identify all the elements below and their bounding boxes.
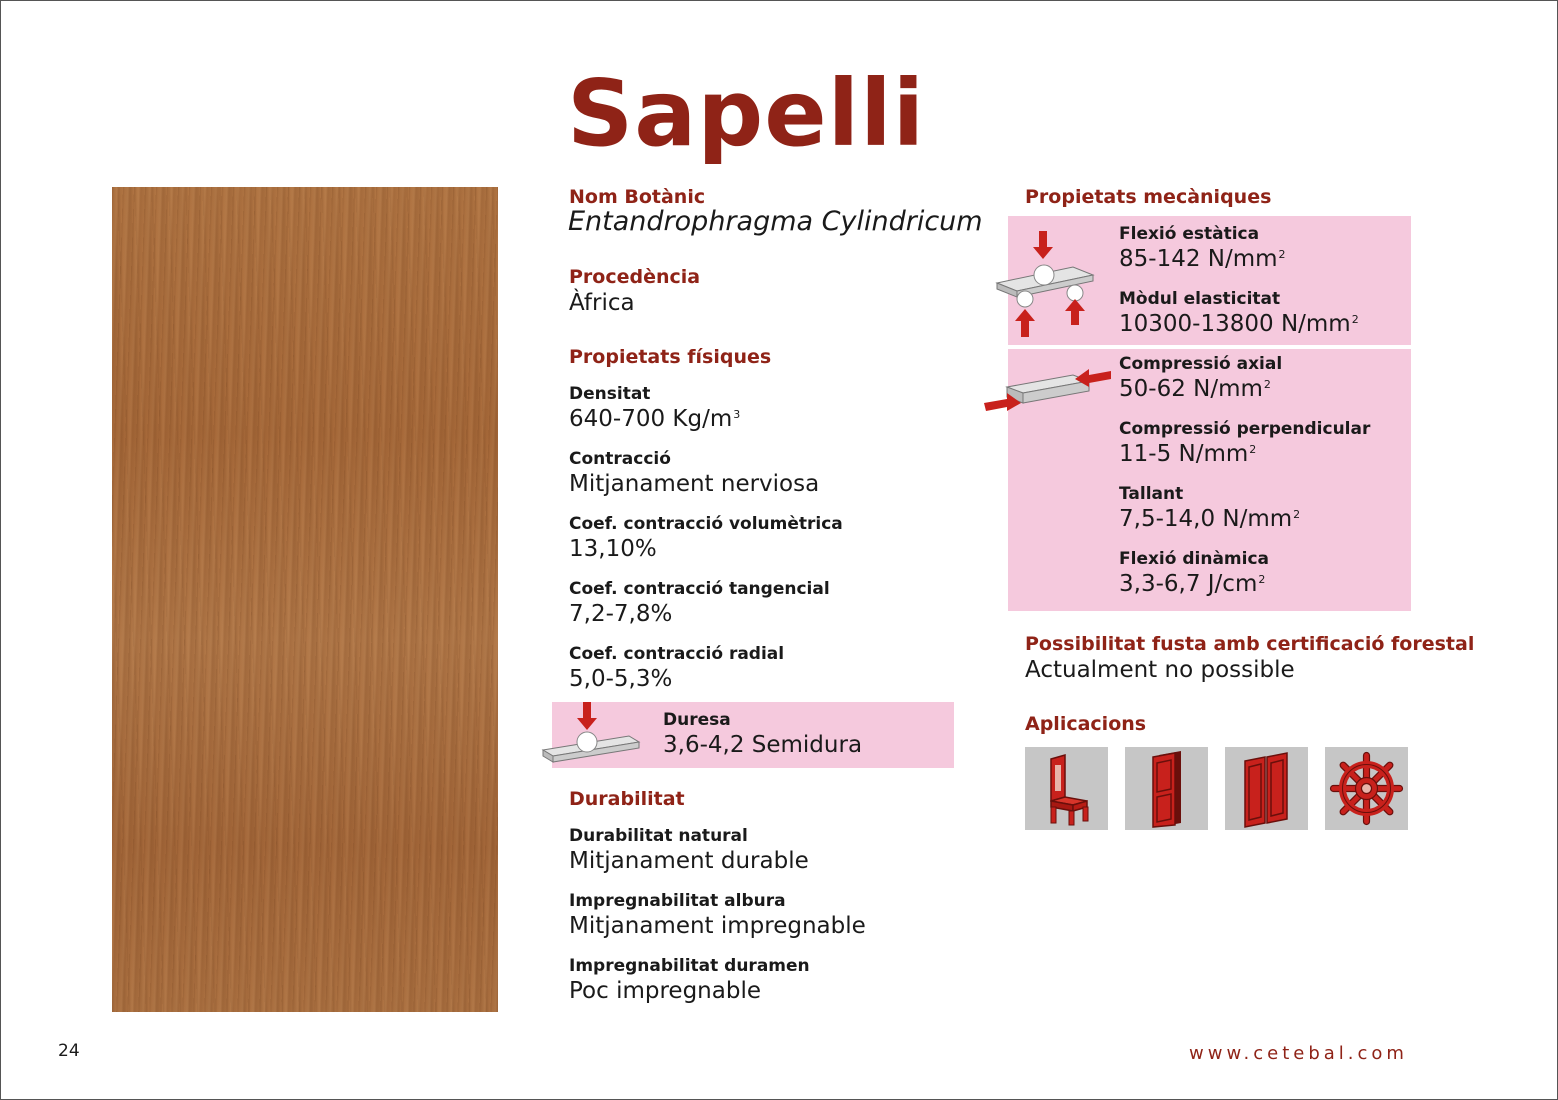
origin-label: Procedència [569,266,701,288]
application-door [1125,747,1208,830]
sapwood-value: Mitjanament impregnable [569,913,866,939]
page-title: Sapelli [567,60,926,167]
axial-compression-diagram-icon [981,363,1115,415]
natural-durability-label: Durabilitat natural [569,826,748,846]
door-icon [1125,747,1208,830]
shear-value: 7,5-14,0 $N/mm^2$ [1119,506,1301,532]
axial-value: 50-62 $N/mm^2$ [1119,376,1271,402]
axial-label: Compressió axial [1119,354,1283,374]
shear-label: Tallant [1119,484,1184,504]
hardness-value: 3,6-4,2 Semidura [663,732,863,758]
elasticity-label: Mòdul elasticitat [1119,289,1281,309]
application-double-door [1225,747,1308,830]
double-door-icon [1225,747,1308,830]
botanical-label: Nom Botànic [569,186,706,208]
density-label: Densitat [569,384,651,404]
rad-coef-value: 5,0-5,3% [569,666,673,692]
certification-value: Actualment no possible [1025,657,1295,683]
static-bending-value: 85-142 $N/mm^2$ [1119,246,1286,272]
contraction-label: Contracció [569,449,671,469]
sapwood-label: Impregnabilitat albura [569,891,786,911]
physical-heading: Propietats físiques [569,346,772,368]
natural-durability-value: Mitjanament durable [569,848,809,874]
botanical-value: Entandrophragma Cylindricum [568,206,983,237]
dynamic-label: Flexió dinàmica [1119,549,1270,569]
perpendicular-value: 11-5 $N/mm^2$ [1119,441,1257,467]
perpendicular-label: Compressió perpendicular [1119,419,1371,439]
rad-coef-label: Coef. contracció radial [569,644,785,664]
wood-sample-image [112,187,498,1012]
heartwood-value: Poc impregnable [569,978,761,1004]
hardness-label: Duresa [663,710,731,730]
mechanical-heading: Propietats mecàniques [1025,186,1272,208]
hardness-diagram-icon [539,698,643,772]
website-url: www.cetebal.com [1189,1043,1408,1064]
application-ship-wheel [1325,747,1408,830]
origin-value: Àfrica [569,290,635,316]
vol-coef-label: Coef. contracció volumètrica [569,514,843,534]
vol-coef-value: 13,10% [569,536,657,562]
dynamic-value: 3,3-6,7 $J/cm^2$ [1119,571,1266,597]
certification-heading: Possibilitat fusta amb certificació forestal [1025,633,1475,655]
heartwood-label: Impregnabilitat duramen [569,956,810,976]
bending-diagram-icon [993,227,1099,341]
contraction-value: Mitjanament nerviosa [569,471,820,497]
applications-heading: Aplicacions [1025,713,1147,735]
tan-coef-label: Coef. contracció tangencial [569,579,830,599]
elasticity-value: 10300-13800 $N/mm^2$ [1119,311,1359,337]
chair-icon [1025,747,1108,830]
application-chair [1025,747,1108,830]
page-number: 24 [58,1041,80,1061]
durability-heading: Durabilitat [569,788,685,810]
static-bending-label: Flexió estàtica [1119,224,1260,244]
ship-wheel-icon [1325,747,1408,830]
density-value: 640-700 $Kg/m^3$ [569,406,741,432]
tan-coef-value: 7,2-7,8% [569,601,673,627]
